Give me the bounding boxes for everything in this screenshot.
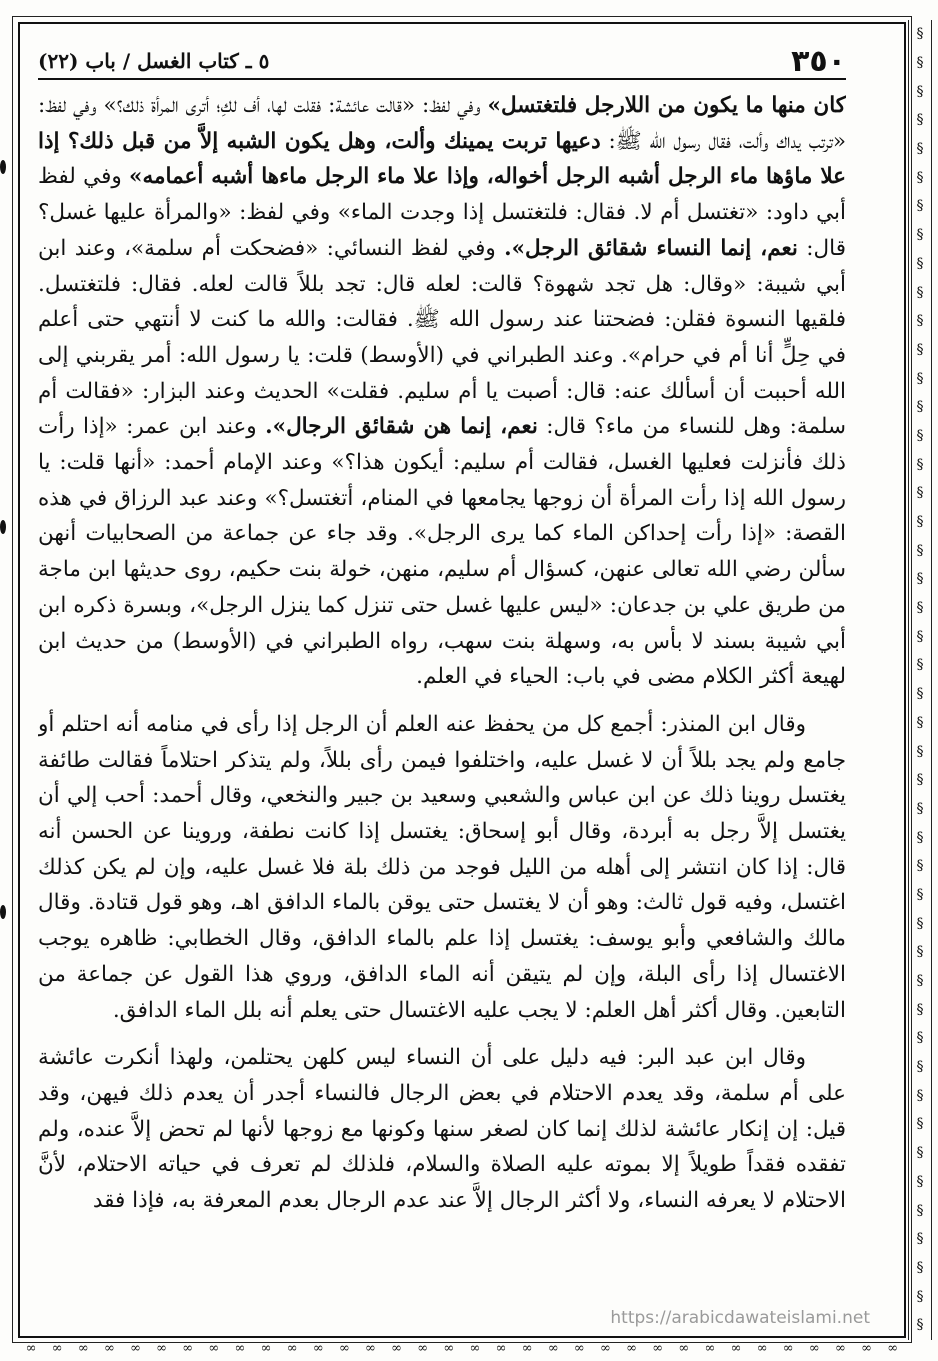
ornament-glyph: ∞: [756, 1340, 768, 1356]
ornament-glyph: §: [916, 886, 924, 903]
decorative-border-right: [908, 20, 932, 1340]
ornament-glyph: §: [916, 1001, 924, 1018]
ornament-glyph: §: [916, 284, 924, 301]
ornament-glyph: ∞: [443, 1340, 455, 1356]
ornament-glyph: ∞: [521, 1340, 533, 1356]
ornament-glyph: §: [916, 427, 924, 444]
ornament-glyph: ∞: [182, 1340, 194, 1356]
text-segment: وقال ابن المنذر: أجمع كل من يحفظ عنه العلم أن الرجل إذا رأى في منامه أنه احتلم أو جامع ولم يجد بللاً أن لا غسل عليه، واختلفوا فيمن رأى بللاً، ولم يتذكر احتلاماً فقالت طائفة يغتسل روينا ذلك عن ابن عباس والشعبي وسعيد بن جبير والنخعي، وقال أحمد: أحب إلي أن يغتسل إلاَّ رجل به أبردة، وقال أبو إسحاق: يغتسل إذا كانت نطفة، وروينا عن الحسن أنه قال: إذا كان انتشر إلى أهله من الليل فوجد من ذلك بلة فلا غسل عليه، وإن لم يكن كذلك اغتسل، وفيه قول ثالث: وهو أن لا يغتسل حتى يوقن بالماء الدافق اهـ، وهو قول قتادة. وقال مالك والشافعي وأبو يوسف: يغتسل إذا علم بالماء الدافق، وقال الخطابي: ظاهره يوجب الاغتسال إذا رأى البلة، وإن لم يتيقن أنه الماء الدافق، وروي هذا القول عن جماعة من التابعين. وقال أكثر أهل العلم: لا يجب عليه الاغتسال حتى يعلم أنه بلل الماء الدافق.: [38, 711, 846, 1023]
ornament-glyph: §: [916, 628, 924, 645]
decorative-border-bottom: [18, 1340, 906, 1356]
paragraph-3: [38, 1040, 846, 1219]
paragraph-2: [38, 707, 846, 1028]
ornament-glyph: §: [916, 743, 924, 760]
ornament-glyph: §: [916, 514, 924, 531]
bold-segment: دعيها تربت يمينك وألت، وهل يكون الشبه إلاَّ من قبل ذلك؟ إذا علا ماؤها ماء الرجل أشبه الرجل أخواله، وإذا علا ماء الرجل ماءها أشبه أعمامه»: [38, 128, 846, 190]
ornament-glyph: §: [916, 1173, 924, 1190]
ornament-glyph: §: [916, 341, 924, 358]
ornament-glyph: §: [916, 772, 924, 789]
running-head: ٥ ـ كتاب الغسل / باب (٢٢): [38, 49, 270, 73]
text-segment: وقال ابن عبد البر: فيه دليل على أن النساء ليس كلهن يحتلمن، ولهذا أنكرت عائشة على أم سلمة، وقد يعدم الاحتلام في بعض الرجال فالنساء أجدر أن يعدم ذلك فيهن، وقد قيل: إن إنكار عائشة لذلك إنما كان لصغر سنها وكونها مع زوجها لأنها لم تحض إلاَّ عنده، ولم تفقده فقداً طويلاً إلا بموته عليه الصلاة والسلام، فلذلك لم تعرف في حياته الاحتلام، لأنَّ الاحتلام لا يعرفه النساء، ولا أكثر الرجال إلاَّ عند عدم الرجال بعدم المعرفة به، فإذا فقد: [38, 1045, 846, 1214]
ornament-glyph: ∞: [495, 1340, 507, 1356]
ornament-glyph: ∞: [130, 1340, 141, 1356]
ornament-glyph: §: [916, 26, 924, 43]
bold-segment: نعم، إنما النساء شقائق الرجل».: [504, 235, 798, 261]
ornament-glyph: ∞: [25, 1340, 37, 1356]
ornament-glyph: ∞: [391, 1340, 402, 1356]
ornament-glyph: ∞: [835, 1340, 846, 1356]
ornament-glyph: §: [916, 714, 924, 731]
ornament-glyph: §: [916, 800, 924, 817]
ornament-glyph: §: [916, 1231, 924, 1248]
ornament-glyph: ∞: [678, 1340, 690, 1356]
ornament-glyph: §: [916, 657, 924, 674]
ornament-glyph: ∞: [417, 1340, 429, 1356]
bold-segment: نعم، إنما هن شقائق الرجال».: [265, 414, 538, 440]
ornament-glyph: ∞: [573, 1340, 585, 1356]
ink-mark: [0, 520, 6, 534]
ornament-glyph: ∞: [600, 1340, 611, 1356]
ornament-glyph: §: [916, 1202, 924, 1219]
text-segment: وعند ابن عمر: «إذا رأت ذلك فأنزلت فعليها الغسل، فقالت أم سليم: أيكون هذا؟» وعند الإمام أحمد: «أنها قلت: يا رسول الله إذا رأت المرأة أن زوجها يجامعها في المنام، أتغتسل؟» وعند عبد الرزاق في هذه القصة: «إذا رأت إحداكن الماء كما يرى الرجل». وقد جاء عن جماعة من الصحابيات أنهن سألن رضي الله تعالى عنهن، كسؤال أم سليم، منهن، خولة بنت حكيم، روى حديثها ابن ماجة من طريق علي بن جدعان: «ليس عليها غسل حتى تنزل كما ينزل الرجل»، وبسرة ذكره ابن أبي شيبة بسند لا بأس به، وسهلة بنت سهب، رواه الطبراني في (الأوسط) من حديث ابن لهيعة أكثر الكلام مضى في باب: الحياء في العلم.: [38, 414, 846, 690]
ornament-glyph: ∞: [156, 1340, 168, 1356]
text-segment: وفي لفظ أبي داود: «تغتسل أم لا. فقال: فلتغتسل إذا وجدت الماء» وفي لفظ: «والمرأة عليها غسل؟ قال:: [38, 164, 846, 261]
ornament-glyph: ∞: [626, 1340, 637, 1356]
ornament-glyph: §: [916, 1145, 924, 1162]
ink-mark: [0, 905, 6, 919]
ornament-glyph: ∞: [234, 1340, 246, 1356]
page-body: [38, 88, 846, 1324]
ornament-glyph: §: [916, 485, 924, 502]
text-segment: وفي لفظ: «قالت عائشة: فقلت لها، أف لكِ؛ أترى المرأة ذلك؟» وفي لفظ: «ترتب يداك وألت، فقال رسول الله ﷺ:: [38, 93, 846, 154]
ornament-glyph: §: [916, 1317, 924, 1334]
ornament-glyph: §: [916, 227, 924, 244]
ornament-glyph: §: [916, 858, 924, 875]
ornament-glyph: §: [916, 55, 924, 72]
ornament-glyph: §: [916, 600, 924, 617]
ornament-glyph: §: [916, 1288, 924, 1305]
text-segment: وفي لفظ النسائي: «فضحكت أم سلمة»، وعند ابن أبي شيبة: «وقال: هل تجد شهوة؟ قالت: لعله قال: تجد بللاً قالت لعله. فقال: فلتغتسل. فلقيها النسوة فقلن: فضحتنا عند رسول الله ﷺ. فقالت: والله ما كنت لا أنتهي حتى أعلم في حِلٍّ أنا أم في حرام». وعند الطبراني في (الأوسط) قلت: يا رسول الله: أمر يقربني إلى الله أحببت أن أسألك عنه: قال: أصبت يا أم سليم. فقلت» الحديث وعند البزار: «فقالت أم سلمة: وهل للنساء من ماء؟ قال:: [38, 235, 846, 440]
ornament-glyph: §: [916, 169, 924, 186]
page-number: ٣٥٠: [791, 43, 846, 79]
ornament-glyph: §: [916, 973, 924, 990]
ornament-glyph: §: [916, 1059, 924, 1076]
ornament-glyph: ∞: [260, 1340, 272, 1356]
ornament-glyph: §: [916, 313, 924, 330]
ornament-glyph: §: [916, 255, 924, 272]
ornament-glyph: ∞: [887, 1340, 899, 1356]
ornament-glyph: ∞: [730, 1340, 742, 1356]
ornament-glyph: ∞: [469, 1340, 481, 1356]
ornament-glyph: ∞: [861, 1340, 872, 1356]
ornament-glyph: ∞: [286, 1340, 298, 1356]
ornament-glyph: §: [916, 112, 924, 129]
ornament-glyph: ∞: [547, 1340, 559, 1356]
ornament-glyph: ∞: [103, 1340, 115, 1356]
ornament-glyph: §: [916, 542, 924, 559]
ornament-glyph: ∞: [365, 1340, 376, 1356]
ornament-glyph: §: [916, 829, 924, 846]
ornament-glyph: §: [916, 1259, 924, 1276]
ornament-glyph: §: [916, 198, 924, 215]
ink-mark: [0, 160, 6, 174]
ornament-glyph: §: [916, 1030, 924, 1047]
ornament-glyph: ∞: [338, 1340, 350, 1356]
ornament-glyph: ∞: [782, 1340, 794, 1356]
ornament-glyph: ∞: [652, 1340, 664, 1356]
ornament-glyph: §: [916, 686, 924, 703]
ornament-glyph: ∞: [208, 1340, 220, 1356]
watermark-url: https://arabicdawateislami.net: [610, 1308, 870, 1328]
ornament-glyph: §: [916, 944, 924, 961]
ornament-glyph: ∞: [51, 1340, 63, 1356]
ornament-glyph: ∞: [808, 1340, 820, 1356]
ornament-glyph: §: [916, 141, 924, 158]
ornament-glyph: ∞: [312, 1340, 324, 1356]
bold-segment: كان منها ما يكون من اللارجل فلتغتسل»: [487, 93, 846, 118]
ornament-glyph: §: [916, 83, 924, 100]
page-header: [38, 44, 846, 80]
ornament-glyph: §: [916, 399, 924, 416]
ornament-glyph: §: [916, 571, 924, 588]
paragraph-1: [38, 88, 846, 695]
ornament-glyph: ∞: [77, 1340, 89, 1356]
ornament-glyph: §: [916, 915, 924, 932]
ornament-glyph: §: [916, 1116, 924, 1133]
ornament-glyph: §: [916, 370, 924, 387]
ornament-glyph: §: [916, 1087, 924, 1104]
ornament-glyph: §: [916, 456, 924, 473]
ornament-glyph: ∞: [704, 1340, 716, 1356]
